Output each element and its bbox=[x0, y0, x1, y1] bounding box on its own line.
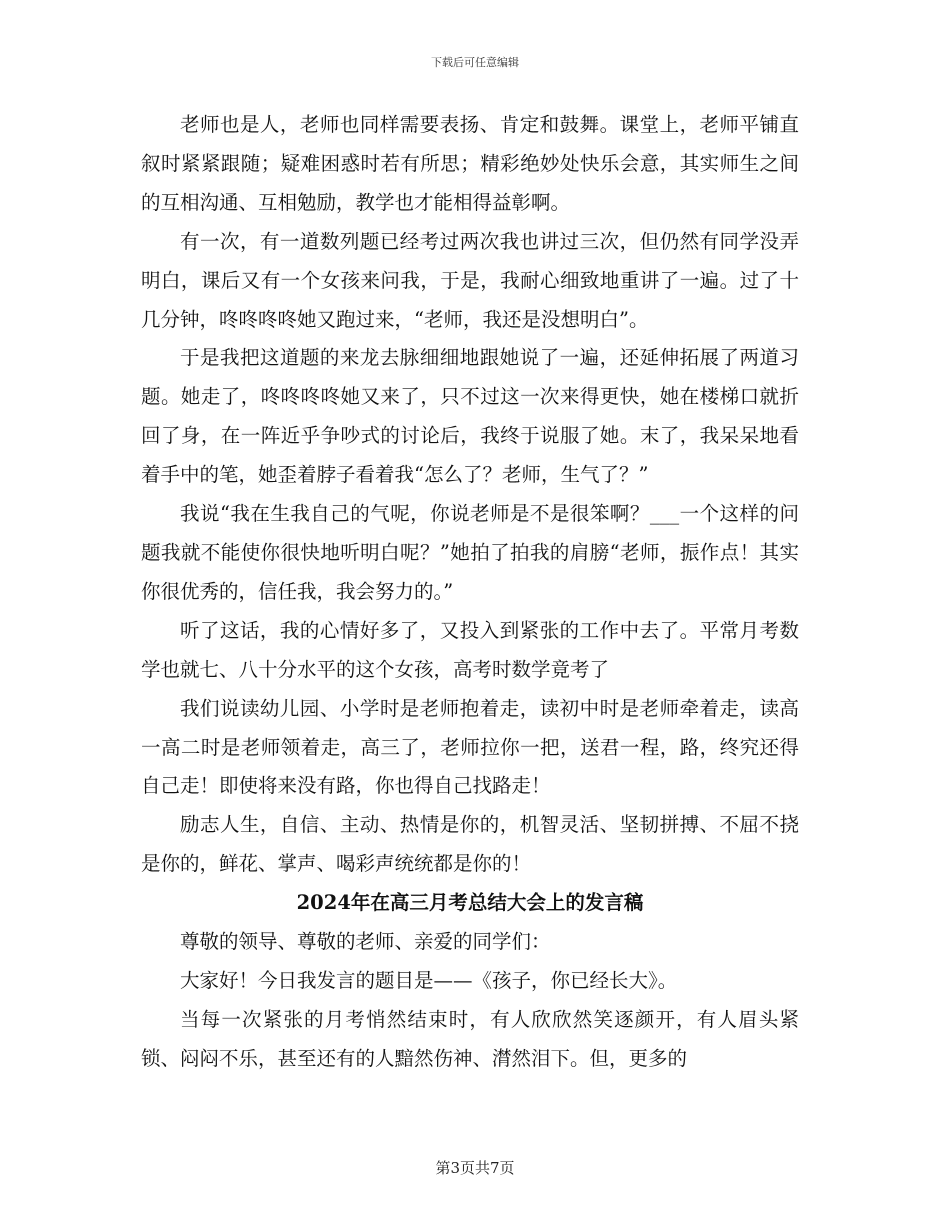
paragraph: 我说“我在生我自己的气呢，你说老师是不是很笨啊？___一个这样的问题我就不能使你很快地听明白呢？”她拍了拍我的肩膀“老师，振作点！其实你很优秀的，信任我，我会努力的。” bbox=[141, 502, 799, 603]
paragraph: 于是我把这道题的来龙去脉细细地跟她说了一遍，还延伸拓展了两道习题。她走了，咚咚咚咚她又来了，只不过这一次来得更快，她在楼梯口就折回了身，在一阵近乎争吵式的讨论后，我终于说服了她。末了，我呆呆地看着手中的笔，她歪着脖子看着我“怎么了？老师，生气了？” bbox=[141, 346, 799, 487]
paragraph: 我们说读幼儿园、小学时是老师抱着走，读初中时是老师牵着走，读高一高二时是老师领着走，高三了，老师拉你一把，送君一程，路，终究还得自己走！即使将来没有路，你也得自己找路走！ bbox=[141, 696, 799, 798]
paragraph: 当每一次紧张的月考悄然结束时，有人欣欣然笑逐颜开，有人眉头紧锁、闷闷不乐，甚至还有的人黯然伤神、潸然泪下。但，更多的 bbox=[141, 1007, 799, 1070]
header-note: 下载后可任意编辑 bbox=[431, 56, 519, 69]
paragraph: 有一次，有一道数列题已经考过两次我也讲过三次，但仍然有同学没弄明白，课后又有一个女孩来问我，于是，我耐心细致地重讲了一遍。过了十几分钟，咚咚咚咚她又跑过来，“老师，我还是没想明白”。 bbox=[141, 229, 799, 331]
document-body bbox=[141, 106, 799, 1079]
paragraph: 老师也是人，老师也同样需要表扬、肯定和鼓舞。课堂上，老师平铺直叙时紧紧跟随；疑难困惑时若有所思；精彩绝妙处快乐会意，其实师生之间的互相沟通、互相勉励，教学也才能相得益彰啊。 bbox=[141, 113, 799, 214]
paragraph: 听了这话，我的心情好多了，又投入到紧张的工作中去了。平常月考数学也就七、八十分水平的这个女孩，高考时数学竟考了 bbox=[141, 618, 799, 681]
page-number: 第3页共7页 bbox=[435, 1159, 515, 1177]
paragraph: 励志人生，自信、主动、热情是你的，机智灵活、坚韧拼搏、不屈不挠是你的，鲜花、掌声、喝彩声统统都是你的！ bbox=[141, 813, 799, 876]
paragraph: 尊敬的领导、尊敬的老师、亲爱的同学们： bbox=[180, 930, 551, 954]
paragraph: 大家好！今日我发言的题目是——《孩子，你已经长大》。 bbox=[180, 968, 678, 992]
section-title: 2024年在高三月考总结大会上的发言稿 bbox=[296, 891, 644, 915]
